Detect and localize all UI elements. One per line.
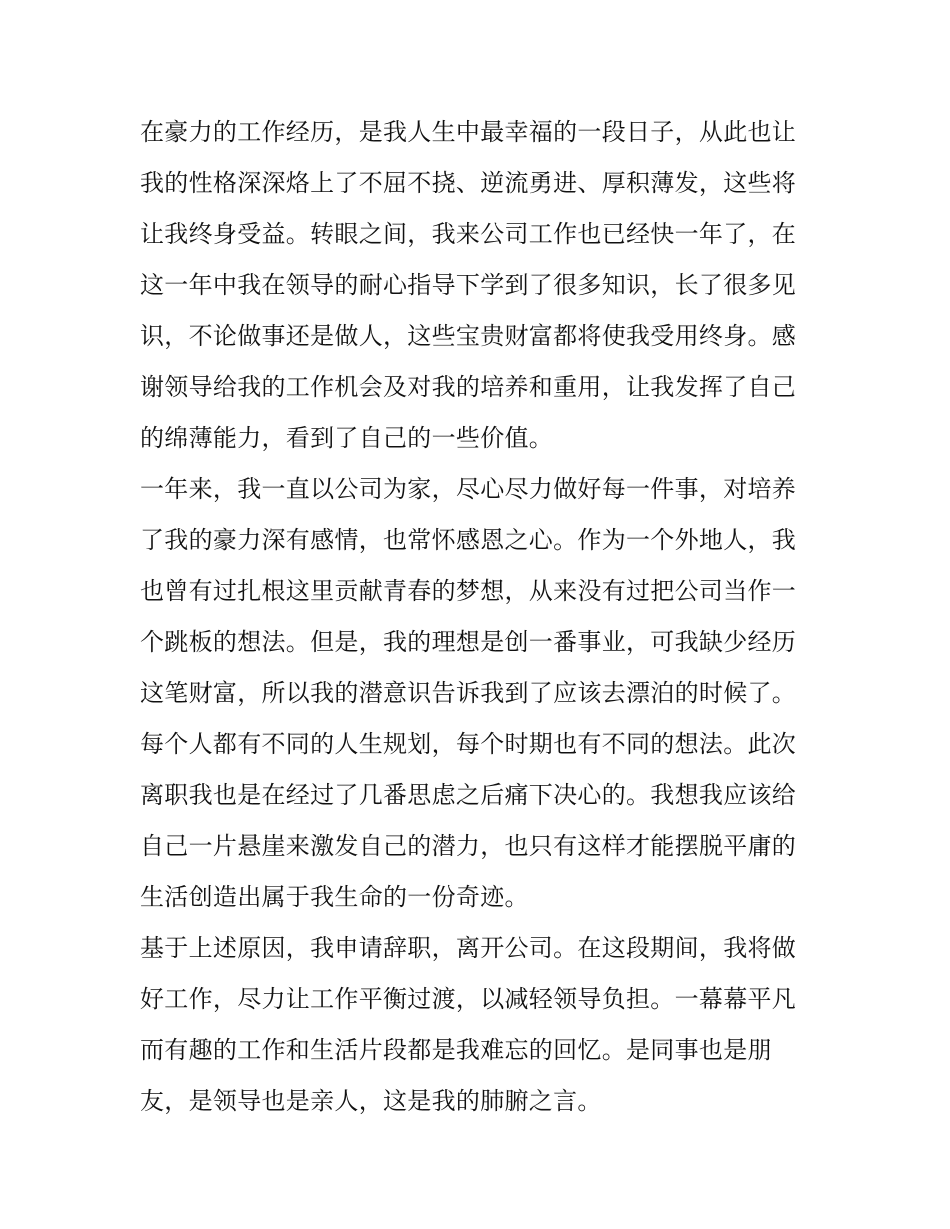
text-line: 离职我也是在经过了几番思虑之后痛下决心的。我想我应该给 (140, 781, 797, 809)
paragraph-2 (140, 464, 812, 719)
text-line: 识，不论做事还是做人，这些宝贵财富都将使我受用终身。感 (140, 322, 797, 350)
text-line: 谢领导给我的工作机会及对我的培养和重用，让我发挥了自己 (140, 373, 797, 401)
text-line: 好工作，尽力让工作平衡过渡，以减轻领导负担。一幕幕平凡 (140, 985, 797, 1013)
text-line: 的绵薄能力，看到了自己的一些价值。 (140, 424, 554, 452)
text-line: 我的性格深深烙上了不屈不挠、逆流勇进、厚积薄发，这些将 (140, 169, 797, 197)
paragraph-4 (140, 923, 812, 1127)
text-line: 这一年中我在领导的耐心指导下学到了很多知识，长了很多见 (140, 271, 797, 299)
paragraph-3 (140, 719, 812, 923)
text-line: 友，是领导也是亲人，这是我的肺腑之言。 (140, 1087, 602, 1115)
text-line: 一年来，我一直以公司为家，尽心尽力做好每一件事，对培养 (140, 475, 797, 503)
text-line: 个跳板的想法。但是，我的理想是创一番事业，可我缺少经历 (140, 628, 797, 656)
text-line: 这笔财富，所以我的潜意识告诉我到了应该去漂泊的时候了。 (140, 679, 797, 707)
text-line: 而有趣的工作和生活片段都是我难忘的回忆。是同事也是朋 (140, 1036, 772, 1064)
text-line: 生活创造出属于我生命的一份奇迹。 (140, 883, 529, 911)
document-body (140, 107, 812, 1127)
text-line: 了我的豪力深有感情，也常怀感恩之心。作为一个外地人，我 (140, 526, 797, 554)
text-line: 基于上述原因，我申请辞职，离开公司。在这段期间，我将做 (140, 934, 797, 962)
text-line: 让我终身受益。转眼之间，我来公司工作也已经快一年了，在 (140, 220, 797, 248)
paragraph-1 (140, 107, 812, 464)
text-line: 也曾有过扎根这里贡献青春的梦想，从来没有过把公司当作一 (140, 577, 797, 605)
text-line: 在豪力的工作经历，是我人生中最幸福的一段日子，从此也让 (140, 118, 797, 146)
text-line: 每个人都有不同的人生规划，每个时期也有不同的想法。此次 (140, 730, 797, 758)
text-line: 自己一片悬崖来激发自己的潜力，也只有这样才能摆脱平庸的 (140, 832, 797, 860)
